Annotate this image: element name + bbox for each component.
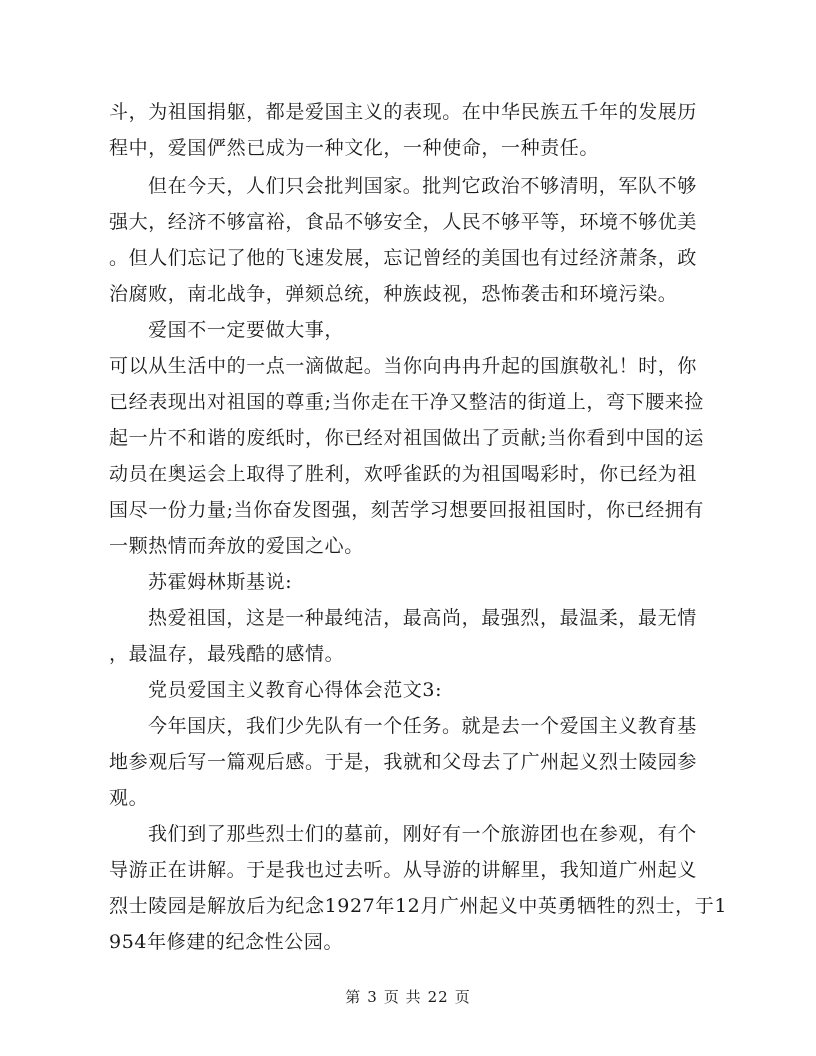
text-line: 治腐败，南北战争，弹颏总统，种族歧视，恐怖袭击和环境污染。 [109,283,678,305]
text-line: 动员在奥运会上取得了胜利，欢呼雀跃的为祖国喝彩时，你已经为祖 [109,463,698,485]
total-page-count: 22 [427,988,449,1006]
text-line: 程中，爱国俨然已成为一种文化，一种使命，一种责任。 [109,137,600,159]
text-line: 但在今天，人们只会批判国家。批判它政治不够清明，军队不够 [148,175,697,197]
footer-suffix: 页 [454,988,471,1006]
text-line: 起一片不和谐的废纸时，你已经对祖国做出了贡献;当你看到中国的运 [109,427,705,449]
text-line: 斗，为祖国捐躯，都是爱国主义的表现。在中华民族五千年的发展历 [109,101,698,123]
text-line: 烈士陵园是解放后为纪念1927年12月广州起义中英勇牺牲的烈士，于1 [109,895,728,917]
text-line: 已经表现出对祖国的尊重;当你走在干净又整洁的街道上，弯下腰来捡 [109,391,705,413]
page-footer [0,986,816,1007]
text-line: 我们到了那些烈士们的墓前，刚好有一个旅游团也在参观，有个 [148,823,697,845]
text-line: 热爱祖国，这是一种最纯洁，最高尚，最强烈，最温柔，最无情 [148,607,697,629]
text-line: 国尽一份力量;当你奋发图强，刻苦学习想要回报祖国时，你已经拥有 [109,499,705,521]
text-line: 强大，经济不够富裕，食品不够安全，人民不够平等，环境不够优美 [109,211,698,233]
footer-prefix: 第 [345,988,362,1006]
text-line: 苏霍姆林斯基说: [148,571,293,593]
text-line: 地参观后写一篇观后感。于是，我就和父母去了广州起义烈士陵园参 [109,751,698,773]
current-page-number: 3 [367,988,378,1006]
text-line: 954年修建的纪念性公园。 [109,931,344,953]
text-line: 一颗热情而奔放的爱国之心。 [109,535,364,557]
text-line: 爱国不一定要做大事， [148,319,345,341]
text-line: ，最温存，最残酷的感情。 [109,643,345,665]
text-line: 今年国庆，我们少先队有一个任务。就是去一个爱国主义教育基 [148,715,697,737]
section-heading: 党员爱国主义教育心得体会范文3: [148,679,443,701]
text-line: 。但人们忘记了他的飞速发展，忘记曾经的美国也有过经济萧条，政 [109,247,698,269]
text-line: 导游正在讲解。于是我也过去听。从导游的讲解里，我知道广州起义 [109,859,698,881]
text-line: 可以从生活中的一点一滴做起。当你向冉冉升起的国旗敬礼！时，你 [109,355,698,377]
text-line: 观。 [109,787,149,809]
footer-middle: 页 共 [383,988,422,1006]
